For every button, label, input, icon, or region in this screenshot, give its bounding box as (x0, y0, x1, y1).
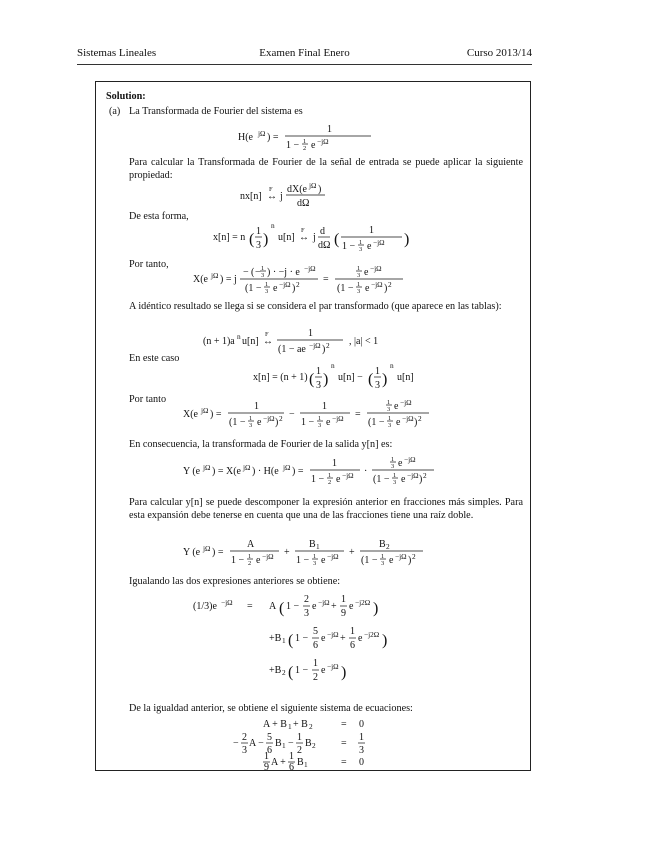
svg-text:2: 2 (296, 280, 300, 289)
svg-text:2: 2 (303, 145, 307, 152)
svg-text:−j2Ω: −j2Ω (355, 598, 371, 607)
svg-text:1: 1 (388, 415, 392, 422)
svg-text:B: B (379, 539, 386, 550)
svg-text:e: e (365, 283, 370, 294)
svg-text:nx[n]: nx[n] (240, 191, 262, 202)
svg-text:A: A (247, 539, 255, 550)
svg-text:1: 1 (357, 281, 361, 288)
svg-text:): ) (318, 184, 322, 195)
svg-text:e: e (367, 241, 372, 252)
svg-text:) = X(e: ) = X(e (212, 466, 241, 477)
course-year: Curso 2013/14 (466, 47, 532, 59)
svg-text:−jΩ: −jΩ (402, 414, 414, 423)
svg-text:2: 2 (242, 732, 247, 743)
svg-text:−jΩ: −jΩ (317, 137, 329, 146)
svg-text:3: 3 (381, 560, 385, 567)
svg-text:=: = (341, 738, 347, 749)
svg-text:2: 2 (313, 672, 318, 683)
svg-text:X(e: X(e (193, 274, 208, 285)
svg-text:−jΩ: −jΩ (318, 598, 330, 607)
svg-text:) · H(e: ) · H(e (252, 466, 279, 477)
svg-text:1: 1 (341, 594, 346, 605)
svg-text:(1 −: (1 − (361, 555, 378, 566)
svg-text:Y (e: Y (e (183, 547, 201, 558)
svg-text:B: B (275, 738, 282, 749)
svg-text:1 −: 1 − (311, 474, 325, 485)
svg-text:x[n] = n: x[n] = n (213, 232, 246, 243)
svg-text:e: e (336, 474, 341, 485)
svg-text:1: 1 (288, 722, 292, 731)
svg-text:−: − (255, 267, 261, 278)
svg-text:1: 1 (316, 366, 321, 377)
svg-text:jΩ: jΩ (201, 406, 209, 415)
svg-text:2: 2 (304, 594, 309, 605)
svg-text:(1 −: (1 − (368, 417, 385, 428)
svg-text:x[n] = (n + 1): x[n] = (n + 1) (253, 372, 308, 383)
svg-text:−jΩ: −jΩ (221, 598, 233, 607)
svg-text:dΩ: dΩ (318, 240, 331, 251)
svg-text:(: ( (251, 267, 255, 278)
svg-text:1: 1 (375, 366, 380, 377)
svg-text:e: e (364, 267, 369, 278)
svg-text:A +: A + (271, 757, 286, 768)
svg-text:1: 1 (391, 456, 395, 463)
svg-text:) =: ) = (292, 466, 304, 477)
svg-text:2: 2 (423, 471, 427, 480)
svg-text:−: − (243, 267, 249, 278)
paragraph-2: Para calcular la Transformada de Fourier de la señal de entrada se puede aplicar la siguiente propiedad: (129, 157, 523, 181)
equation-system (96, 716, 530, 773)
svg-text:B: B (297, 757, 304, 768)
svg-text:B: B (305, 738, 312, 749)
svg-text:5: 5 (313, 626, 318, 637)
svg-text:) =: ) = (210, 409, 222, 420)
svg-text:=: = (341, 757, 347, 768)
svg-text:) =: ) = (212, 547, 224, 558)
svg-text:n: n (271, 221, 275, 230)
svg-text:3: 3 (316, 380, 321, 391)
svg-text:−jΩ: −jΩ (342, 471, 354, 480)
svg-text:e: e (349, 601, 354, 612)
svg-text:jΩ: jΩ (283, 463, 291, 472)
svg-text:(1 −: (1 − (229, 417, 246, 428)
svg-text:−jΩ: −jΩ (332, 414, 344, 423)
svg-text:e: e (257, 417, 262, 428)
svg-text:2: 2 (388, 280, 392, 289)
svg-text:e: e (256, 555, 261, 566)
svg-text:+ B: + B (293, 719, 308, 730)
svg-text:(1 − ae: (1 − ae (278, 344, 306, 355)
svg-text:d: d (320, 226, 325, 237)
svg-text:e: e (394, 401, 399, 412)
svg-text:Y (e: Y (e (183, 466, 201, 477)
svg-text:2: 2 (248, 560, 252, 567)
svg-text:6: 6 (267, 745, 272, 756)
svg-text:1: 1 (282, 741, 286, 750)
svg-text:F: F (269, 186, 273, 193)
paragraph-11: De la igualdad anterior, se obtiene el siguiente sistema de ecuaciones: (129, 703, 413, 714)
svg-text:−jΩ: −jΩ (370, 264, 382, 273)
svg-text:e: e (389, 555, 394, 566)
svg-text:−jΩ: −jΩ (395, 552, 407, 561)
svg-text:A −: A − (249, 738, 264, 749)
svg-text:(1/3)e: (1/3)e (193, 601, 217, 612)
svg-text:) =: ) = (267, 132, 279, 143)
svg-text:1: 1 (254, 401, 259, 412)
svg-text:1: 1 (304, 760, 308, 769)
svg-text:3: 3 (265, 288, 269, 295)
svg-text:(: ( (288, 664, 294, 681)
svg-text:−: − (289, 409, 295, 420)
equation-input-signal (96, 218, 530, 256)
svg-text:u[n]: u[n] (278, 232, 295, 243)
paragraph-7: Por tanto (129, 394, 167, 405)
svg-text:−jΩ: −jΩ (304, 264, 316, 273)
svg-text:): ) (408, 555, 412, 566)
svg-text:n: n (237, 332, 241, 341)
svg-text:=: = (355, 409, 361, 420)
svg-text:−jΩ: −jΩ (279, 280, 291, 289)
svg-text:2: 2 (418, 414, 422, 423)
svg-text:−jΩ: −jΩ (327, 552, 339, 561)
svg-text:dX(e: dX(e (287, 184, 307, 195)
paragraph-5: A idéntico resultado se llega si se considera el par transformado (que aparece en las tablas): (129, 301, 502, 312)
svg-text:, |a| < 1: , |a| < 1 (349, 336, 379, 347)
svg-text:↔: ↔ (263, 336, 273, 347)
svg-text:): ) (373, 600, 379, 617)
svg-text:1: 1 (359, 239, 363, 246)
svg-text:1: 1 (261, 265, 265, 272)
svg-text:e: e (326, 417, 331, 428)
svg-text:1: 1 (393, 472, 397, 479)
svg-text:·: · (364, 466, 368, 477)
svg-text:(: ( (368, 371, 374, 388)
svg-text:2: 2 (297, 745, 302, 756)
svg-text:5: 5 (267, 732, 272, 743)
svg-text:) = j: ) = j (220, 274, 237, 285)
svg-text:jΩ: jΩ (309, 181, 317, 190)
svg-text:1: 1 (303, 138, 307, 145)
svg-text:1 −: 1 − (286, 601, 300, 612)
svg-text:): ) (419, 474, 423, 485)
svg-text:3: 3 (359, 745, 364, 756)
svg-text:n: n (390, 361, 394, 370)
svg-text:jΩ: jΩ (203, 463, 211, 472)
equation-input-transform (96, 262, 530, 298)
svg-text:): ) (382, 632, 388, 649)
svg-text:j: j (280, 191, 283, 202)
svg-text:1: 1 (357, 265, 361, 272)
svg-text:1: 1 (316, 542, 320, 551)
svg-text:1 −: 1 − (295, 633, 309, 644)
paragraph-3: De esta forma, (129, 211, 189, 222)
svg-text:e: e (358, 633, 363, 644)
svg-text:1: 1 (289, 751, 294, 762)
svg-text:3: 3 (359, 246, 363, 253)
paragraph-4: Por tanto, (129, 259, 169, 270)
svg-text:3: 3 (388, 422, 392, 429)
svg-text:1: 1 (313, 658, 318, 669)
svg-text:−jΩ: −jΩ (327, 630, 339, 639)
svg-text:jΩ: jΩ (243, 463, 251, 472)
svg-text:1 −: 1 − (286, 140, 300, 151)
svg-text:1: 1 (313, 553, 317, 560)
svg-text:6: 6 (313, 640, 318, 651)
svg-text:): ) (275, 417, 279, 428)
svg-text:1: 1 (308, 328, 313, 339)
svg-text:(1 −: (1 − (245, 283, 262, 294)
svg-text:1: 1 (369, 225, 374, 236)
svg-text:(n + 1)a: (n + 1)a (203, 336, 235, 347)
svg-text:+B: +B (269, 665, 282, 676)
svg-text:2: 2 (282, 668, 286, 677)
paragraph-10: Igualando las dos expresiones anteriores se obtiene: (129, 576, 341, 587)
equation-output-transform (96, 455, 530, 489)
svg-text:F: F (301, 227, 305, 234)
exam-name: Examen Final Enero (259, 47, 350, 59)
svg-text:3: 3 (318, 422, 322, 429)
equation-input-transform-alt (96, 398, 530, 432)
svg-text:jΩ: jΩ (203, 544, 211, 553)
svg-text:u[n] −: u[n] − (338, 372, 363, 383)
svg-text:1: 1 (248, 553, 252, 560)
svg-text:e: e (396, 417, 401, 428)
svg-text:1: 1 (332, 458, 337, 469)
svg-text:3: 3 (393, 479, 397, 486)
svg-text:e: e (321, 665, 326, 676)
svg-text:e: e (398, 458, 403, 469)
svg-text:A + B: A + B (263, 719, 287, 730)
svg-text:9: 9 (341, 608, 346, 619)
equation-input-decomposed (96, 358, 530, 396)
course-name: Sistemas Lineales (77, 47, 157, 59)
header-rule (77, 64, 532, 65)
page-header (77, 47, 532, 63)
svg-text:−: − (233, 738, 239, 749)
svg-text:e: e (273, 283, 278, 294)
svg-text:1: 1 (249, 415, 253, 422)
paragraph-9: Para calcular y[n] se puede descomponer la expresión anterior en fracciones más simples. Para esta expansión debe tenerse en cuenta que una de las fracciones tiene una raíz doble. (129, 497, 523, 521)
svg-text:+B: +B (269, 633, 282, 644)
svg-text:(1 −: (1 − (373, 474, 390, 485)
svg-text:1: 1 (350, 626, 355, 637)
svg-text:=: = (323, 274, 329, 285)
svg-text:1: 1 (282, 636, 286, 645)
equation-system-response (96, 122, 530, 152)
svg-text:1 −: 1 − (296, 555, 310, 566)
svg-text:1: 1 (256, 226, 261, 237)
svg-text:(: ( (249, 231, 255, 248)
solution-box (95, 81, 531, 771)
svg-text:3: 3 (391, 463, 395, 470)
svg-text:(: ( (309, 371, 315, 388)
svg-text:n: n (331, 361, 335, 370)
svg-text:3: 3 (242, 745, 247, 756)
svg-text:+: + (349, 547, 355, 558)
svg-text:3: 3 (387, 406, 391, 413)
svg-text:): ) (404, 231, 410, 248)
svg-text:2: 2 (309, 722, 313, 731)
svg-text:(: ( (279, 600, 285, 617)
svg-text:1: 1 (327, 124, 332, 135)
svg-text:3: 3 (313, 560, 317, 567)
svg-text:1 −: 1 − (231, 555, 245, 566)
svg-text:−jΩ: −jΩ (371, 280, 383, 289)
svg-text:3: 3 (357, 288, 361, 295)
svg-text:+: + (331, 601, 337, 612)
svg-text:): ) (382, 371, 388, 388)
svg-text:(: ( (288, 632, 294, 649)
svg-text:u[n]: u[n] (397, 372, 414, 383)
paragraph-8: En consecuencia, la transformada de Fourier de la salida y[n] es: (129, 439, 393, 450)
paragraph-6: En este caso (129, 353, 180, 364)
svg-text:2: 2 (386, 542, 390, 551)
svg-text:j: j (313, 232, 316, 243)
svg-text:B: B (309, 539, 316, 550)
svg-text:u[n]: u[n] (242, 336, 259, 347)
svg-text:1: 1 (265, 281, 269, 288)
svg-text:): ) (292, 283, 296, 294)
svg-text:jΩ: jΩ (258, 129, 266, 138)
svg-text:−jΩ: −jΩ (263, 414, 275, 423)
svg-text:3: 3 (256, 240, 261, 251)
svg-text:(: ( (334, 231, 340, 248)
svg-text:X(e: X(e (183, 409, 198, 420)
svg-text:): ) (341, 664, 347, 681)
svg-text:−jΩ: −jΩ (262, 552, 274, 561)
svg-text:0: 0 (359, 719, 364, 730)
svg-text:1: 1 (264, 751, 269, 762)
svg-text:1: 1 (297, 732, 302, 743)
svg-text:+: + (340, 633, 346, 644)
svg-text:1 −: 1 − (295, 665, 309, 676)
svg-text:F: F (265, 331, 269, 338)
equation-equated-expressions (96, 588, 530, 688)
equation-partial-fractions (96, 536, 530, 570)
svg-text:6: 6 (289, 762, 294, 773)
svg-text:): ) (322, 344, 326, 355)
svg-text:2: 2 (279, 414, 283, 423)
svg-text:e: e (401, 474, 406, 485)
svg-text:3: 3 (357, 272, 361, 279)
solution-title: Solution: (106, 91, 146, 102)
svg-text:↔: ↔ (299, 232, 309, 243)
svg-text:−jΩ: −jΩ (404, 455, 416, 464)
svg-text:): ) (414, 417, 418, 428)
svg-text:↔: ↔ (267, 191, 277, 202)
svg-text:2: 2 (312, 741, 316, 750)
svg-text:−j2Ω: −j2Ω (364, 630, 380, 639)
svg-text:1: 1 (328, 472, 332, 479)
svg-text:−jΩ: −jΩ (407, 471, 419, 480)
svg-text:+: + (284, 547, 290, 558)
paragraph-1: La Transformada de Fourier del sistema es (129, 106, 303, 117)
svg-text:e: e (321, 555, 326, 566)
svg-text:=: = (341, 719, 347, 730)
svg-text:jΩ: jΩ (211, 271, 219, 280)
svg-text:2: 2 (326, 341, 330, 350)
svg-text:1: 1 (387, 399, 391, 406)
svg-text:2: 2 (412, 552, 416, 561)
svg-text:−: − (288, 738, 294, 749)
svg-text:3: 3 (304, 608, 309, 619)
svg-text:0: 0 (359, 757, 364, 768)
svg-text:dΩ: dΩ (297, 198, 310, 209)
svg-text:1: 1 (359, 732, 364, 743)
svg-text:e: e (311, 140, 316, 151)
svg-text:): ) (384, 283, 388, 294)
equation-transform-pair (96, 324, 530, 354)
part-label: (a) (109, 106, 121, 117)
svg-text:9: 9 (264, 762, 269, 773)
svg-text:=: = (247, 601, 253, 612)
svg-text:6: 6 (350, 640, 355, 651)
svg-text:e: e (321, 633, 326, 644)
svg-text:): ) (263, 231, 269, 248)
svg-text:) · −j · e: ) · −j · e (267, 267, 300, 278)
svg-text:3: 3 (261, 272, 265, 279)
svg-text:−jΩ: −jΩ (373, 238, 385, 247)
svg-text:e: e (312, 601, 317, 612)
svg-text:1: 1 (322, 401, 327, 412)
svg-text:3: 3 (375, 380, 380, 391)
svg-text:−jΩ: −jΩ (400, 398, 412, 407)
svg-text:−jΩ: −jΩ (309, 341, 321, 350)
svg-text:(1 −: (1 − (337, 283, 354, 294)
svg-text:1 −: 1 − (342, 241, 356, 252)
equation-derivative-property (96, 180, 530, 210)
svg-text:3: 3 (249, 422, 253, 429)
svg-text:1: 1 (381, 553, 385, 560)
svg-text:1 −: 1 − (301, 417, 315, 428)
svg-text:): ) (323, 371, 329, 388)
svg-text:H(e: H(e (238, 132, 253, 143)
svg-text:1: 1 (318, 415, 322, 422)
svg-text:−jΩ: −jΩ (327, 662, 339, 671)
svg-text:2: 2 (328, 479, 332, 486)
svg-text:A: A (269, 601, 277, 612)
